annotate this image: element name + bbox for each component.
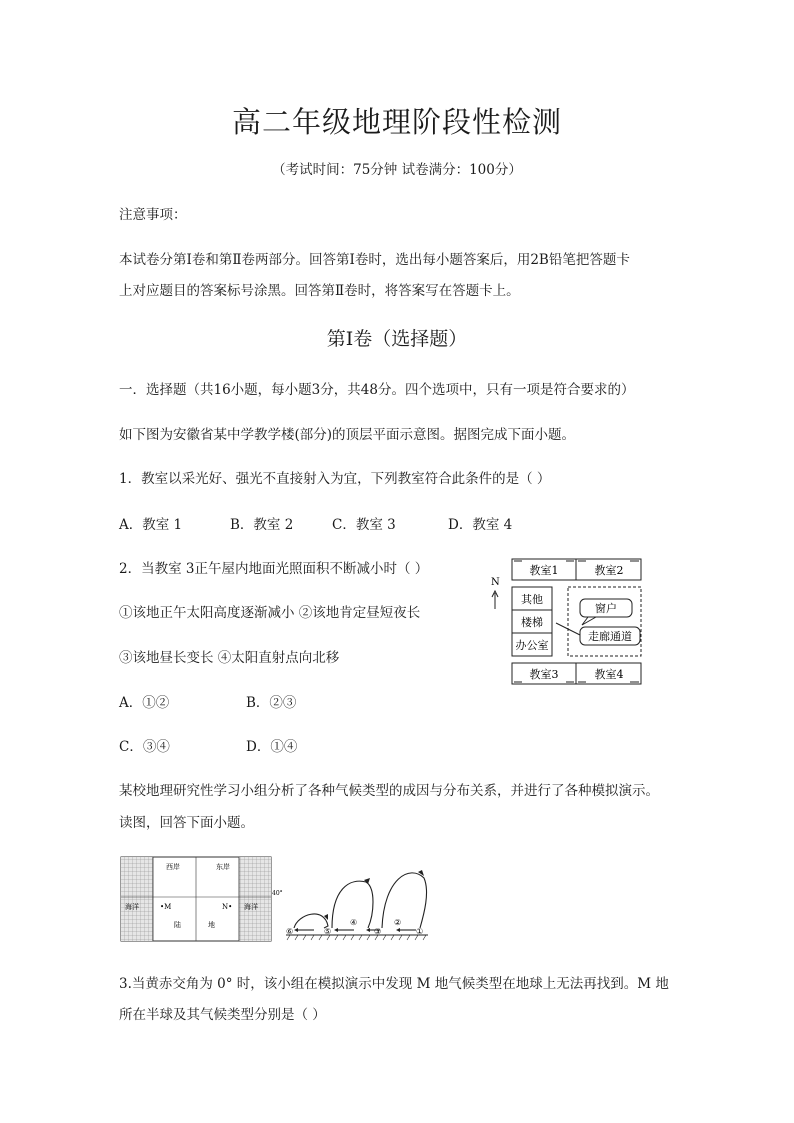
circulation-label-5: ⑤ (324, 927, 332, 936)
room-4-label: 教室4 (594, 668, 624, 681)
point-n-label: N• (222, 903, 233, 911)
circulation-label-1: ① (416, 927, 424, 936)
climate-model-map (120, 855, 290, 943)
q2-option-c: C．③④ (119, 739, 170, 755)
question-3-line-2: 所在半球及其气候类型分别是（ ） (119, 1007, 326, 1023)
question-2-stem: 2．当教室 3正午屋内地面光照面积不断减小时（ ） (119, 561, 429, 577)
q2-option-a: A．①② (119, 695, 170, 711)
north-label: N (491, 577, 500, 588)
circulation-label-6: ⑥ (286, 927, 294, 936)
exam-info: （考试时间：75分钟 试卷满分：100分） (272, 162, 522, 178)
circulation-diagram (284, 858, 430, 942)
group2-intro-2: 读图，回答下面小题。 (119, 815, 254, 831)
ocean-right-label: 海洋 (244, 903, 258, 911)
window-label: 窗户 (595, 602, 617, 615)
notice-line-2: 上对应题目的答案标号涂黑。回答第Ⅱ卷时，将答案写在答题卡上。 (119, 283, 520, 299)
land-label-2: 地 (208, 921, 215, 929)
q1-option-a: A．教室 1 (119, 517, 183, 533)
room-3-label: 教室3 (529, 668, 559, 681)
q1-option-c: C．教室 3 (332, 517, 396, 533)
latitude-label: 40° (272, 890, 283, 897)
east-coast-label: 东岸 (216, 863, 230, 871)
notice-line-1: 本试卷分第Ⅰ卷和第Ⅱ卷两部分。回答第Ⅰ卷时，选出每小题答案后，用2B铅笔把答题卡 (119, 252, 630, 268)
stairs-label: 楼梯 (521, 616, 543, 629)
section-instruction: 一．选择题（共16小题，每小题3分，共48分。四个选项中，只有一项是符合要求的） (119, 382, 635, 398)
circulation-label-4: ④ (350, 918, 358, 927)
q1-option-b: B．教室 2 (230, 517, 294, 533)
q2-option-d: D．①④ (246, 739, 298, 755)
q2-statement-1: ①该地正午太阳高度逐渐减小 ②该地肯定昼短夜长 (119, 605, 421, 621)
floor-plan-figure (484, 555, 644, 690)
q2-option-b: B．②③ (246, 695, 297, 711)
room-2-label: 教室2 (594, 564, 624, 577)
section-title: 第Ⅰ卷（选择题） (326, 328, 468, 350)
circulation-label-3: ③ (374, 927, 382, 936)
q2-statement-2: ③该地昼长变长 ④太阳直射点向北移 (119, 650, 340, 666)
group1-intro: 如下图为安徽省某中学教学楼(部分)的顶层平面示意图。据图完成下面小题。 (119, 427, 576, 443)
other-room-label: 其他 (521, 593, 543, 606)
circulation-label-2: ② (394, 918, 402, 927)
west-coast-label: 西岸 (166, 863, 180, 871)
point-m-label: •M (160, 903, 172, 911)
land-label-1: 陆 (174, 921, 181, 929)
notice-heading: 注意事项： (119, 207, 187, 223)
q1-option-d: D．教室 4 (448, 517, 513, 533)
office-label: 办公室 (515, 639, 549, 652)
room-1-label: 教室1 (529, 564, 559, 577)
corridor-label: 走廊通道 (588, 630, 632, 643)
question-1-stem: 1．教室以采光好、强光不直接射入为宜，下列教室符合此条件的是（ ） (119, 471, 551, 487)
page-title: 高二年级地理阶段性检测 (231, 105, 562, 139)
ocean-left-label: 海洋 (125, 903, 139, 911)
group2-intro-1: 某校地理研究性学习小组分析了各种气候类型的成因与分布关系，并进行了各种模拟演示。 (119, 783, 659, 799)
question-3-line-1: 3.当黄赤交角为 0° 时，该小组在模拟演示中发现 M 地气候类型在地球上无法再找到。M 地 (119, 976, 669, 992)
